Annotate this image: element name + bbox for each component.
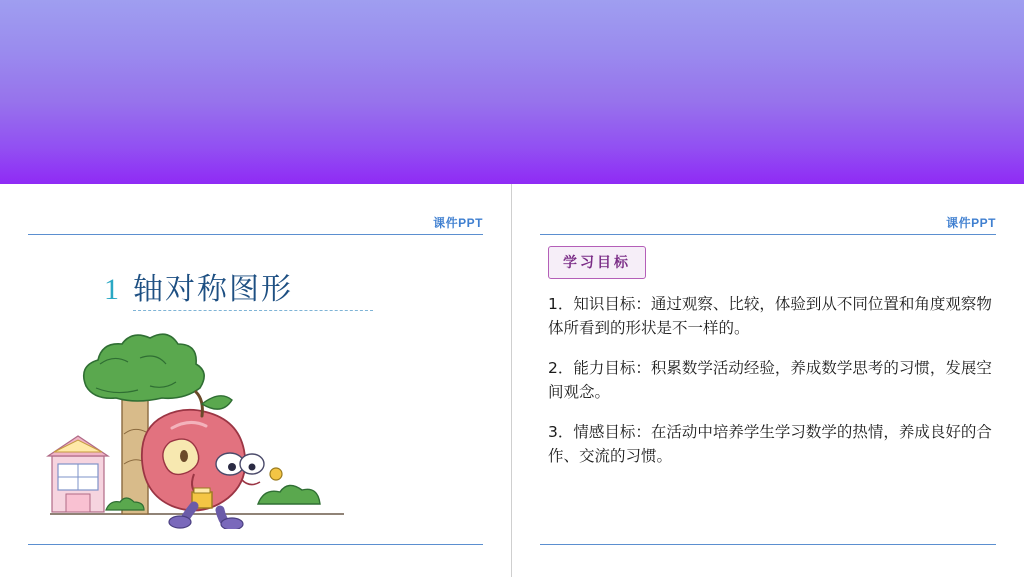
apple-cartoon-illustration [44,324,354,529]
goal-paragraph-3: 3．情感目标：在活动中培养学生学习数学的热情，养成良好的合作、交流的习惯。 [548,423,992,466]
bottom-divider-line [28,544,483,545]
slide-corner-label: 课件PPT [946,216,996,230]
slide-title[interactable] [0,184,512,577]
goal-paragraph-2: 2．能力目标：积累数学活动经验，养成数学思考的习惯，发展空间观念。 [548,359,992,402]
bottom-divider-line [540,544,996,545]
top-divider-line [28,234,483,235]
slide-corner-label: 课件PPT [433,216,483,230]
learning-goals-heading: 学习目标 [548,246,646,279]
slide-title-row [104,264,373,311]
top-gradient-banner [0,0,1024,184]
slides-container [0,184,1024,577]
learning-goals-body [548,292,996,468]
top-divider-line [540,234,996,235]
title-number: 1 [104,273,119,306]
slide-learning-goals[interactable] [512,184,1024,577]
goal-paragraph-1: 1．知识目标：通过观察、比较，体验到从不同位置和角度观察物体所看到的形状是不一样的。 [548,295,992,338]
page-title: 轴对称图形 [133,264,373,311]
